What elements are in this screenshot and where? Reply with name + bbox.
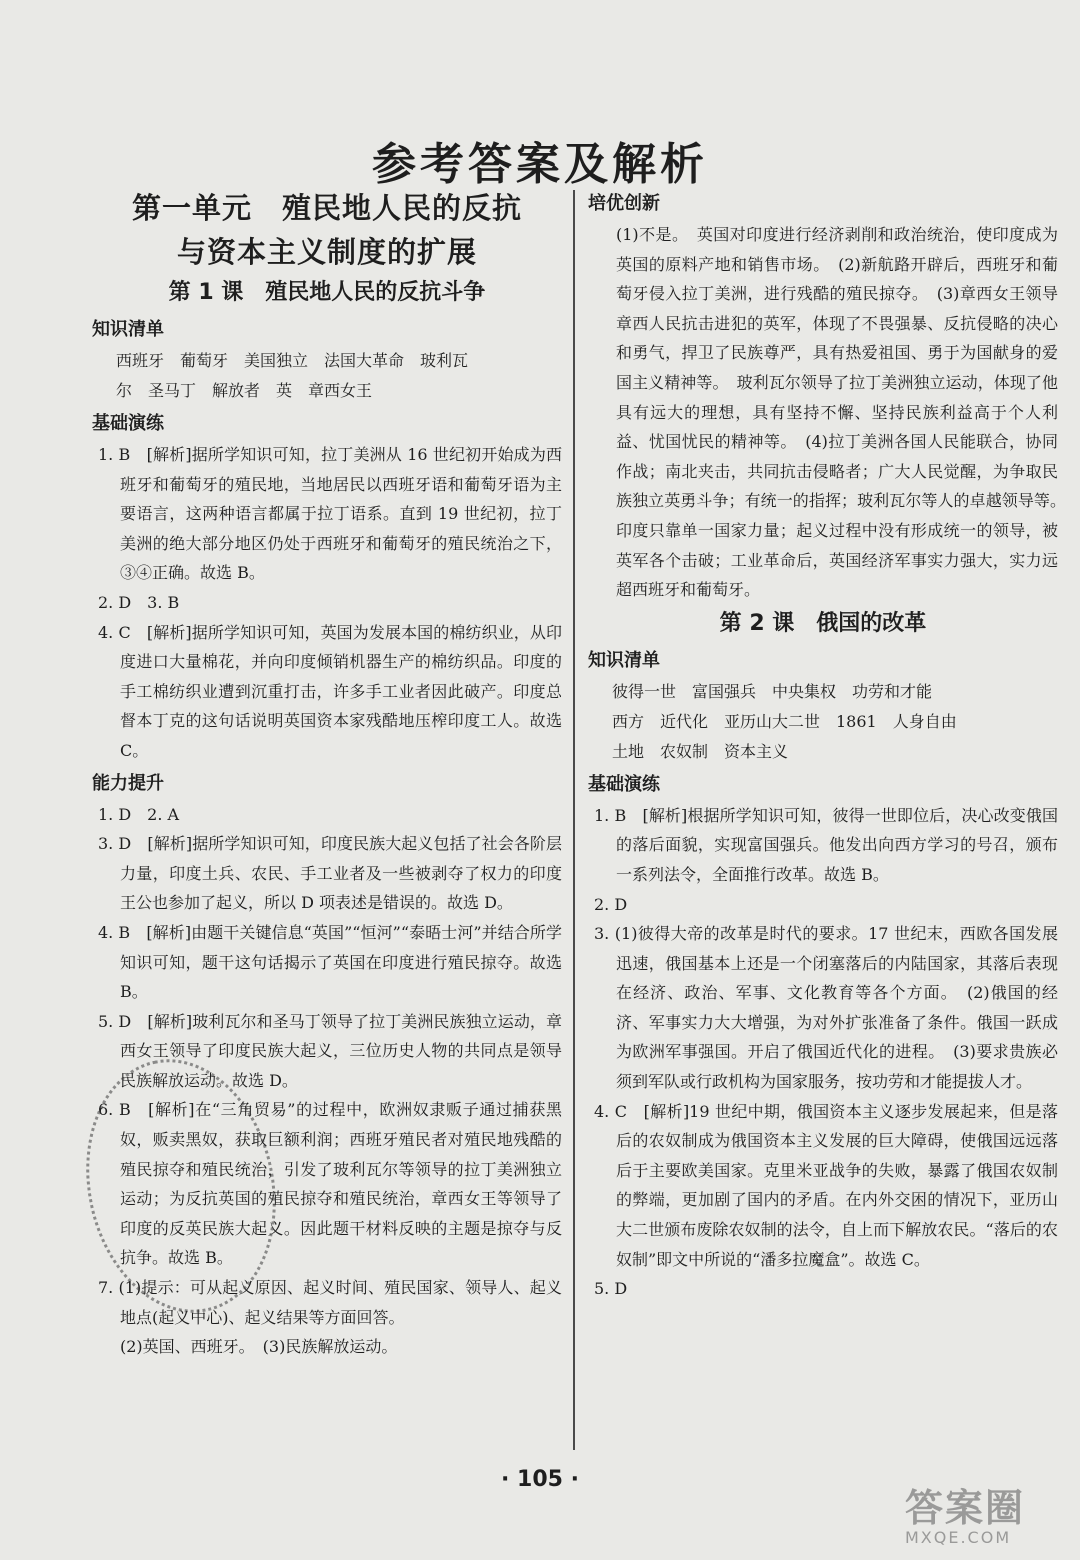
knowledge-line: 尔 圣马丁 解放者 英 章西女王 xyxy=(116,381,373,400)
page-title: 参考答案及解析 xyxy=(372,139,708,190)
unit-title-line2: 与资本主义制度的扩展 xyxy=(176,235,477,269)
lesson-2-title: 第 2 课 俄国的改革 xyxy=(719,610,927,636)
answer-item: 4. B [解析]由题干关键信息“英国”“恒河”“泰晤士河”并结合所学知识可知，题干这句话揭示了英国在印度进行殖民掠夺。故选 B。 xyxy=(98,922,562,1002)
knowledge-line: 西班牙 葡萄牙 美国独立 法国大革命 玻利瓦 xyxy=(116,351,469,370)
watermark-logo xyxy=(905,1488,1070,1552)
answer-item: 6. B [解析]在“三角贸易”的过程中，欧洲奴隶贩子通过捕获黑奴，贩卖黑奴，获取巨额利润；西班牙殖民者对殖民地残酷的殖民掠夺和殖民统治，引发了玻利瓦尔等领导的拉丁美洲独立运动；为反抗英国的殖民掠夺和殖民统治，章西女王等领导了印度的反英民族大起义。因此题干材料反映的主题是掠夺与反抗争。故选 B。 xyxy=(98,1100,562,1268)
basic-heading: 基础演练 xyxy=(588,773,660,795)
answer-item: 1. B [解析]根据所学知识可知，彼得一世即位后，决心改变俄国的落后面貌，实现富国强兵。他发出向西方学习的号召，颁布一系列法令，全面推行改革。故选 B。 xyxy=(594,805,1058,884)
watermark-text: 答案圈 xyxy=(905,1486,1026,1530)
column-divider xyxy=(573,190,575,1450)
answer-item: 5. D xyxy=(594,1279,628,1299)
watermark-url: MXQE.COM xyxy=(905,1528,1012,1547)
answer-item: 3. (1)彼得大帝的改革是时代的要求。17 世纪末，西欧各国发展迅速，俄国基本上还是一个闭塞落后的内陆国家，其落后表现在经济、政治、军事、文化教育等各个方面。 (2)俄国的经济、军事实力大大增强，为对外扩张准备了条件。俄国一跃成为欧洲军事强国。开启了俄国近代化的进程。 (3)要求贵族必须到军队或行政机构为国家服务，按功劳和才能提拔人才。 xyxy=(594,924,1058,1092)
ability-heading: 能力提升 xyxy=(92,772,164,794)
basic-heading: 基础演练 xyxy=(92,413,164,434)
knowledge-heading: 知识清单 xyxy=(588,649,660,671)
pei-you-heading: 培优创新 xyxy=(588,193,660,214)
unit-title-line1: 第一单元 殖民地人民的反抗 xyxy=(131,191,522,225)
answer-item: 5. D [解析]玻利瓦尔和圣马丁领导了拉丁美洲民族独立运动，章西女王领导了印度民族大起义，三位历史人物的共同点是领导民族解放运动。故选 D。 xyxy=(98,1011,562,1090)
answer-item: 7. (1)提示：可从起义原因、起义时间、殖民国家、领导人、起义地点(起义中心)、起义结果等方面回答。 xyxy=(98,1278,562,1327)
knowledge-heading: 知识清单 xyxy=(92,319,164,340)
answer-item: 4. C [解析]19 世纪中期，俄国资本主义逐步发展起来，但是落后的农奴制成为俄国资本主义发展的巨大障碍，使俄国远远落后于主要欧美国家。克里米亚战争的失败，暴露了俄国农奴制的弊端，更加剧了国内的矛盾。在内外交困的情况下，亚历山大二世颁布废除农奴制的法令，自上而下解放农民。“落后的农奴制”即文中所说的“潘多拉魔盒”。故选 C。 xyxy=(594,1101,1058,1269)
answer-item: 2. D xyxy=(594,894,628,914)
knowledge-line: 彼得一世 富国强兵 中央集权 功劳和才能 xyxy=(612,681,933,701)
answer-item: 3. D [解析]据所学知识可知，印度民族大起义包括了社会各阶层力量，印度土兵、农民、手工业者及一些被剥夺了权力的印度王公也参加了起义，所以 D 项表述是错误的。故选 D。 xyxy=(98,834,562,913)
pei-you-text: (1)不是。 英国对印度进行经济剥削和政治统治，使印度成为英国的原料产地和销售市场。 (2)新航路开辟后，西班牙和葡萄牙侵入拉丁美洲，进行残酷的殖民掠夺。 (3)章西女王领导章西人民抗击进犯的英军，体现了不畏强暴、反抗侵略的决心和勇气，捍卫了民族尊严，具有热爱祖国、勇于为国献身的爱国主义精神等。 玻利瓦尔领导了拉丁美洲独立运动，体现了他具有远大的理想，具有坚持不懈、坚持民族利益高于个人利益、忧国忧民的精神等。 (4)拉丁美洲各国人民能联合，协同作战；南北夹击，共同抗击侵略者；广大人民觉醒，为争取民族独立英勇斗争；有统一的指挥；玻利瓦尔等人的卓越领导等。 印度只靠单一国家力量；起义过程中没有形成统一的领导，被英军各个击破；工业革命后，英国经济军事实力强大，实力远超西班牙和葡萄牙。 xyxy=(616,225,1075,600)
knowledge-line: 土地 农奴制 资本主义 xyxy=(612,741,789,761)
lesson-1-title: 第 1 课 殖民地人民的反抗斗争 xyxy=(168,280,486,305)
answer-item: 1. D 2. A xyxy=(98,804,180,824)
page-number: · 105 · xyxy=(501,1467,579,1492)
answer-item: 2. D 3. B xyxy=(98,592,180,612)
answer-item-continuation: (2)英国、西班牙。 (3)民族解放运动。 xyxy=(120,1337,398,1357)
answer-item: 4. C [解析]据所学知识可知，英国为发展本国的棉纺织业，从印度进口大量棉花，并向印度倾销机器生产的棉纺织品。印度的手工棉纺织业遭到沉重打击，许多手工业者因此破产。印度总督本丁克的这句话说明英国资本家残酷地压榨印度工人。故选 C。 xyxy=(98,622,562,760)
knowledge-line: 西方 近代化 亚历山大二世 1861 人身自由 xyxy=(612,711,957,731)
right-column xyxy=(588,186,1075,1304)
answer-item: 1. B [解析]据所学知识可知，拉丁美洲从 16 世纪初开始成为西班牙和葡萄牙的殖民地，当地居民以西班牙语和葡萄牙语为主要语言，这两种语言都属于拉丁语系。直到 19 世纪初，拉丁美洲的绝大部分地区仍处于西班牙和葡萄牙的殖民统治之下，③④正确。故选 B。 xyxy=(98,445,562,583)
